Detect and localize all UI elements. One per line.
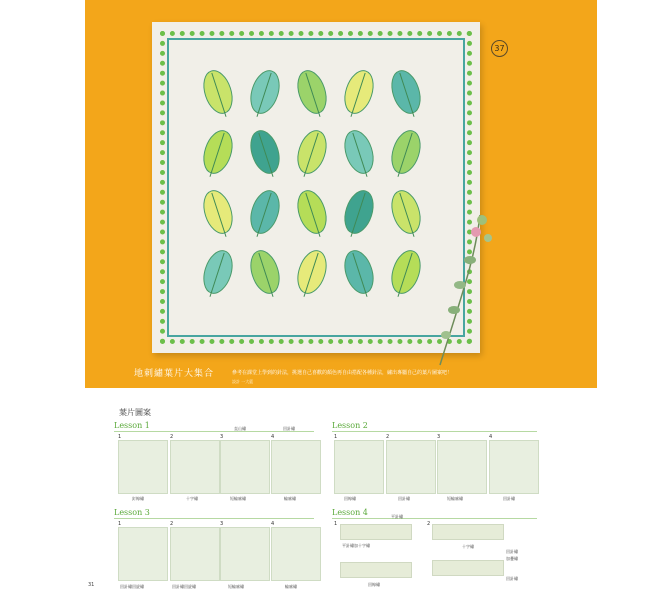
embroidered-leaf-icon — [293, 67, 331, 117]
embroidered-leaf-icon — [199, 187, 237, 237]
embroidered-leaf-icon — [293, 247, 331, 297]
lesson-1-step-4-num: 4 — [271, 434, 275, 440]
lesson-2-step-1-caption: 回線繡 — [344, 496, 356, 501]
embroidered-leaf-icon — [246, 67, 284, 117]
embroidered-leaf-icon — [293, 127, 331, 177]
lesson-2-step-2-num: 2 — [386, 434, 390, 440]
lesson-1-step-3-caption-a: 直山繡 — [234, 426, 246, 431]
lesson-1-step-2-caption: 十字繡 — [186, 496, 198, 501]
lesson-3-step-1-caption: 回針繡回旋繡 — [120, 584, 144, 589]
lesson-1-step-2-num: 2 — [170, 434, 174, 440]
lesson-2-step-3-num: 3 — [437, 434, 441, 440]
lesson-3-step-2-thumb — [170, 527, 220, 581]
lesson-1-step-3-num: 3 — [220, 434, 224, 440]
embroidered-leaf-icon — [340, 187, 378, 237]
hero-title: 地刺繡葉片大集合 — [134, 369, 215, 379]
lesson-4-step-2-strip-a — [432, 524, 504, 540]
lesson-4-step-1-caption-b: 平針繡加十字繡 — [342, 543, 370, 548]
embroidered-leaf-icon — [246, 127, 284, 177]
lesson-1-step-1-caption: 釘線繡 — [132, 496, 144, 501]
embroidered-leaf-icon — [340, 247, 378, 297]
lesson-1-title: Lesson 1 — [114, 421, 150, 430]
lesson-4-step-2-caption-d: 回針繡 — [506, 576, 518, 581]
embroidered-leaf-icon — [387, 187, 425, 237]
lesson-3-step-4-caption: 輪廓繡 — [285, 584, 297, 589]
lesson-1-step-4-caption-b: 輪廓繡 — [284, 496, 296, 501]
embroidered-leaf-icon — [387, 247, 425, 297]
lesson-4-step-2-caption-c: 加疊繡 — [506, 556, 518, 561]
hero-credit: 設計 一大藍 — [232, 379, 254, 384]
lesson-3-title: Lesson 3 — [114, 508, 150, 517]
lesson-1-step-1-num: 1 — [118, 434, 122, 440]
lesson-4-step-1-strip-b — [340, 562, 412, 578]
lesson-3-step-3-num: 3 — [220, 521, 224, 527]
lesson-3-step-2-caption: 回針繡回旋繡 — [172, 584, 196, 589]
lesson-2-step-4-thumb — [489, 440, 539, 494]
lesson-4-step-1-num: 1 — [334, 521, 338, 527]
embroidered-leaf-icon — [340, 67, 378, 117]
lesson-3-step-3-caption: 短輪廓繡 — [228, 584, 244, 589]
lesson-2-step-1-thumb — [334, 440, 384, 494]
lesson-4-step-1-caption-a: 平針繡 — [391, 514, 403, 519]
lesson-3-step-4-thumb — [271, 527, 321, 581]
lesson-1-step-4-caption-a: 回針繡 — [283, 426, 295, 431]
lesson-2-step-1-num: 1 — [334, 434, 338, 440]
lesson-3-step-1-thumb — [118, 527, 168, 581]
lesson-2-step-4-caption: 回針繡 — [503, 496, 515, 501]
lesson-2-step-2-caption: 回針繡 — [398, 496, 410, 501]
lesson-2-step-3-caption: 短輪廓繡 — [447, 496, 463, 501]
lesson-4-step-2-strip-b — [432, 560, 504, 576]
lesson-2-step-2-thumb — [386, 440, 436, 494]
lesson-4-step-1-caption-c: 回線繡 — [368, 582, 380, 587]
lesson-2-step-4-num: 4 — [489, 434, 493, 440]
lesson-3-step-1-num: 1 — [118, 521, 122, 527]
page-badge: 37 — [491, 40, 508, 57]
embroidered-leaf-icon — [340, 127, 378, 177]
lesson-3-step-4-num: 4 — [271, 521, 275, 527]
lesson-3-step-2-num: 2 — [170, 521, 174, 527]
lesson-2-title: Lesson 2 — [332, 421, 368, 430]
page-number: 31 — [88, 582, 95, 588]
lesson-1-step-1-thumb — [118, 440, 168, 494]
embroidered-leaf-icon — [246, 247, 284, 297]
embroidered-leaf-icon — [199, 247, 237, 297]
lesson-3-step-3-thumb — [220, 527, 270, 581]
lesson-4-step-2-num: 2 — [427, 521, 431, 527]
lesson-4-step-2-caption-a: 十字繡 — [462, 544, 474, 549]
lesson-4-rule — [332, 518, 537, 519]
embroidered-leaf-icon — [199, 127, 237, 177]
lesson-1-step-3-thumb — [220, 440, 270, 494]
lesson-4-step-1-strip-a — [340, 524, 412, 540]
embroidered-leaf-icon — [199, 67, 237, 117]
lesson-2-rule — [332, 431, 537, 432]
lesson-3-rule — [114, 518, 314, 519]
eucalyptus-branch-icon — [430, 210, 500, 370]
embroidered-leaf-icon — [246, 187, 284, 237]
embroidered-leaf-icon — [387, 67, 425, 117]
lesson-1-step-4-thumb — [271, 440, 321, 494]
lesson-2-step-3-thumb — [437, 440, 487, 494]
lesson-1-step-2-thumb — [170, 440, 220, 494]
embroidered-leaf-icon — [293, 187, 331, 237]
section-title: 葉片圖案 — [119, 408, 151, 417]
lesson-4-title: Lesson 4 — [332, 508, 368, 517]
hero-description: 參考在課堂上學到的針法，挑選自己喜歡的顏色再自由搭配各種針法，繡出專屬自己的葉片圖案吧！ — [232, 370, 453, 376]
lesson-4-step-2-caption-b: 回針繡 — [506, 549, 518, 554]
embroidered-leaf-icon — [387, 127, 425, 177]
lesson-1-step-3-caption-b: 短輪廓繡 — [230, 496, 246, 501]
